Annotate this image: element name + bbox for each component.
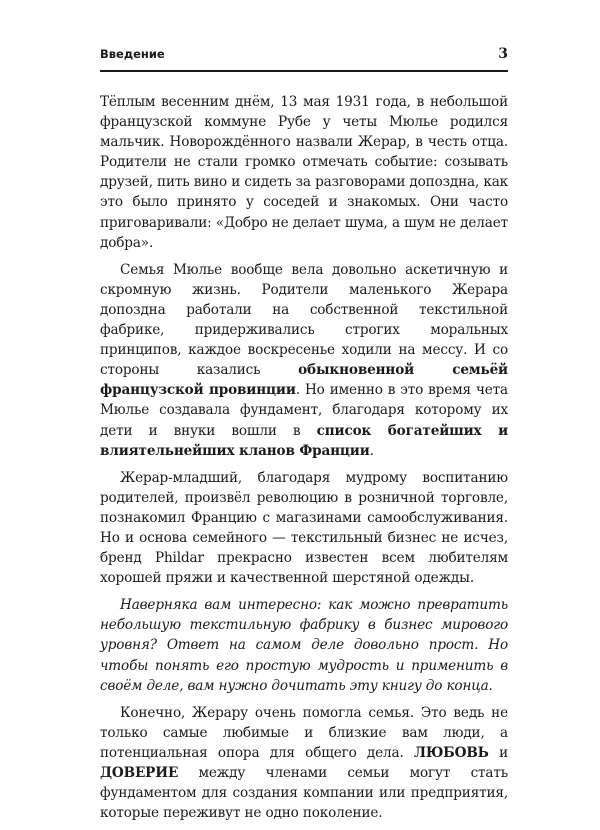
text-run: и	[488, 744, 508, 761]
italic-aside	[100, 595, 508, 695]
paragraph-2	[100, 260, 508, 461]
text-run: .	[369, 442, 374, 459]
header-rule	[100, 70, 508, 72]
text-run: Наверняка вам интересно: как можно превратить небольшую текстильную фабрику в бизнес мирового уровня? Ответ на самом деле довольно прост. Но чтобы понять его простую мудрость и применить в своём деле, вам нужно дочитать эту книгу до конца.	[100, 597, 508, 694]
text-run: Конечно, Жерару очень помогла семья. Это ведь не только самые любимые и близкие вам люди, а потенциальная опора для общего дела.	[100, 704, 508, 761]
body-text	[100, 92, 508, 830]
bold-word-love: ЛЮБОВЬ	[413, 744, 489, 761]
text-run: . Но именно в это время чета Мюлье создавала фундамент, благодаря которому их дети и внуки вошли в	[100, 382, 509, 439]
paragraph-3	[100, 468, 508, 589]
chapter-title: Введение	[100, 47, 165, 61]
running-header	[100, 46, 508, 62]
text-run: Тёплым весенним днём, 13 мая 1931 года, в небольшой французской коммуне Рубе у четы Мюлье родился мальчик. Новорождённого назвали Жерар, в честь отца. Родители не стали громко отмечать событие: созывать друзей, пить вино и сидеть за разговорами допоздна, как это было принято у соседей и знакомых. Они часто приговаривали: «Добро не делает шума, а шум не делает добра».	[100, 94, 508, 251]
bold-word-trust: ДОВЕРИЕ	[100, 765, 179, 781]
text-run: Жерар-младший, благодаря мудрому воспитанию родителей, произвёл революцию в розничной торговле, познакомил Францию с магазинами самообслуживания. Но и основа семейного — текстильный бизнес не исчез, бренд Phildar прекрасно известен всем любителям хорошей пряжи и качественной шерстяной одежды.	[100, 469, 508, 587]
paragraph-5	[100, 703, 508, 824]
bold-phrase: обыкновенной семьёй французской провинции	[100, 362, 508, 399]
bold-phrase: список богатейших и влиятельнейших кланов Франции	[100, 422, 508, 459]
paragraph-1	[100, 92, 508, 253]
page-number: 3	[498, 46, 508, 62]
text-run: Семья Мюлье вообще вела довольно аскетичную и скромную жизнь. Родители маленького Жерара допоздна работали на собственной текстильной фабрике, придерживались строгих моральных принципов, каждое воскресенье ходили на мессу. И со стороны казались	[100, 261, 508, 379]
text-run: между членами семьи могут стать фундаментом для создания компании или предприятия, которые переживут не одно поколение.	[100, 765, 508, 822]
